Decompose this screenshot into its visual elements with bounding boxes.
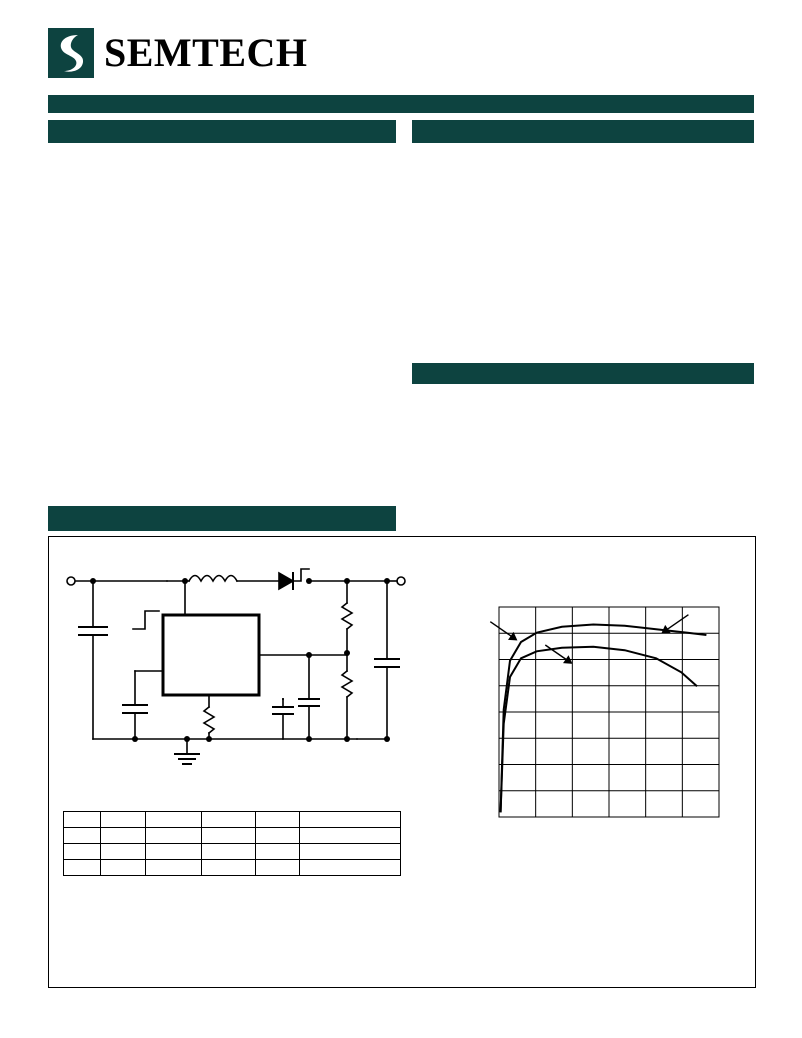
table-cell [255,844,300,860]
table-cell [145,860,201,876]
table-cell [64,860,101,876]
table-cell [101,812,146,828]
efficiency-chart [479,597,729,847]
application-schematic [57,549,417,789]
brand-name: SEMTECH [104,30,308,75]
brand-logo [48,26,308,80]
table-row [64,860,401,876]
table-cell [145,828,201,844]
table-cell [255,860,300,876]
header-bar-top-label [48,95,754,113]
table-cell [145,844,201,860]
table-cell [300,844,401,860]
table-cell [255,828,300,844]
section-bar-application-info-label [48,506,396,531]
header-bar-right [412,120,754,143]
table-cell [145,812,201,828]
table-cell [101,860,146,876]
application-circuit-box [48,536,756,988]
header-bar-left [48,120,396,143]
table-cell [101,844,146,860]
table-cell [202,844,255,860]
section-bar-right-label [412,363,754,384]
section-bar-application-info [48,506,396,531]
table-row [64,844,401,860]
semtech-s-logo-icon [48,28,94,78]
table-cell [101,828,146,844]
table-cell [202,828,255,844]
section-bar-right [412,363,754,384]
table-cell [202,860,255,876]
table-cell [64,828,101,844]
table-cell [300,812,401,828]
table-row [64,828,401,844]
header-bar-top [48,95,754,113]
table-cell [64,812,101,828]
component-table [63,811,401,876]
table-cell [255,812,300,828]
table-cell [64,844,101,860]
table-cell [300,828,401,844]
table-cell [202,812,255,828]
header-bar-left-label [48,120,396,143]
header-bar-right-label [412,120,754,143]
table-cell [300,860,401,876]
table-row [64,812,401,828]
